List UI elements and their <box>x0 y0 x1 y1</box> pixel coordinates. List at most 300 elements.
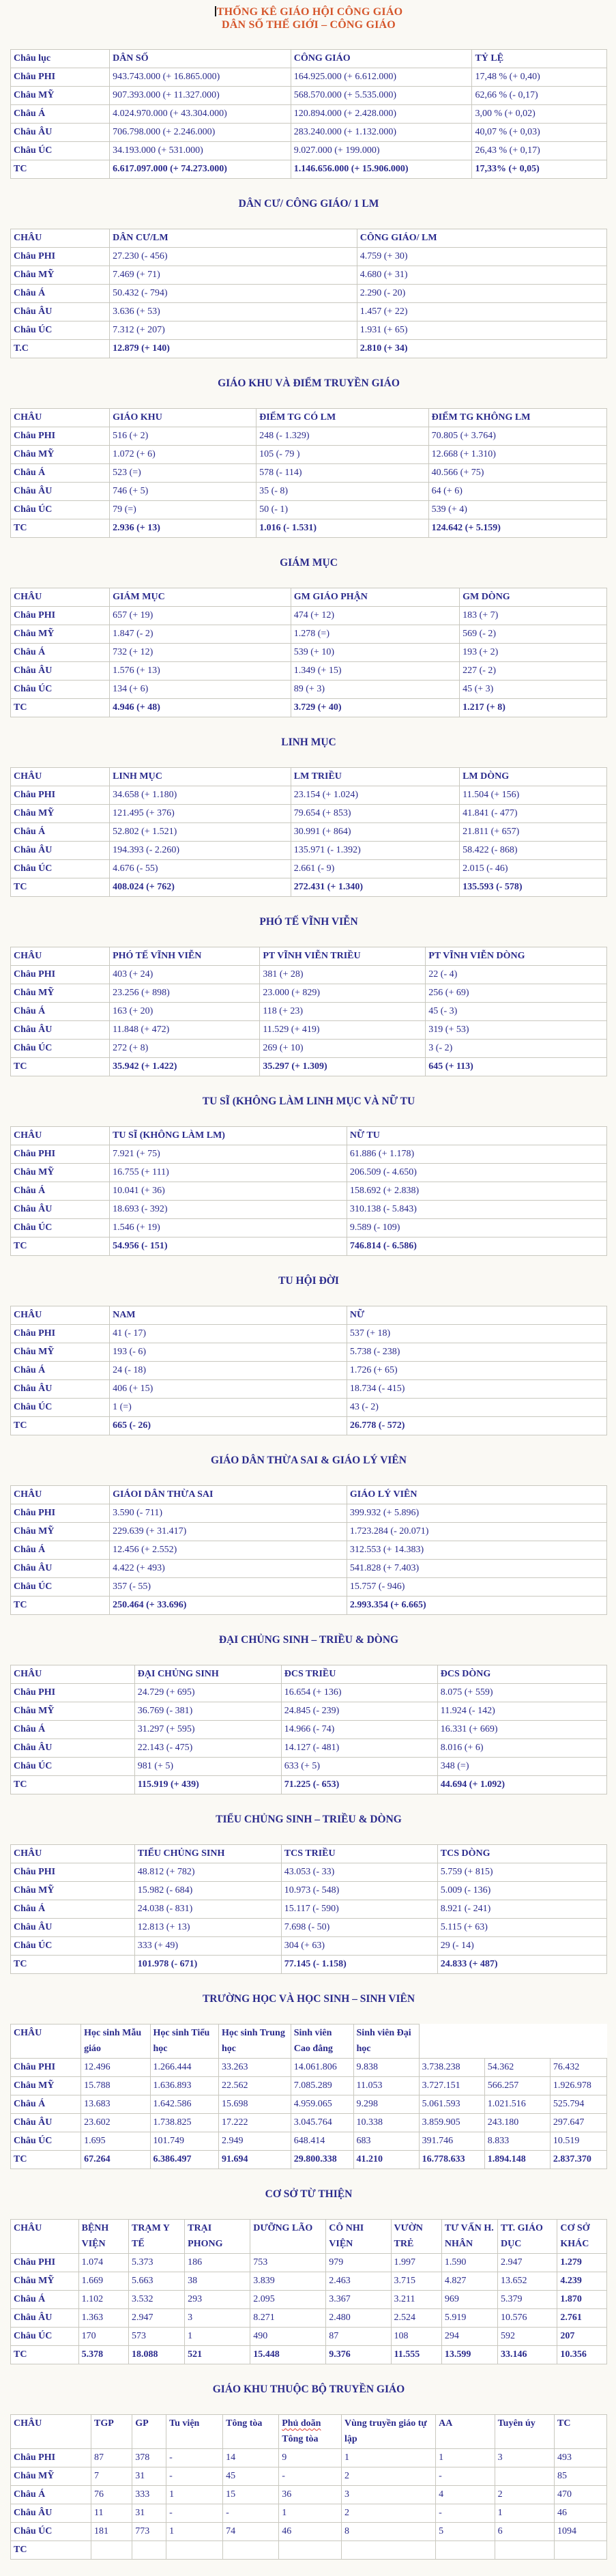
data-cell: 36 <box>279 2486 342 2504</box>
data-cell: 1 <box>342 2449 436 2467</box>
table-row <box>11 607 607 625</box>
table-row <box>11 1702 607 1721</box>
table-row <box>11 1325 607 1343</box>
row-label: Châu ÂU <box>11 124 110 142</box>
data-cell: 1 <box>436 2449 495 2467</box>
data-cell: 34.658 (+ 1.180) <box>110 786 291 805</box>
table-row <box>11 842 607 860</box>
table-row <box>11 2486 607 2504</box>
data-cell: 2.947 <box>497 2254 557 2272</box>
row-label: Châu ÂU <box>11 1560 110 1578</box>
table-row <box>11 1145 607 1164</box>
table-row <box>11 1237 607 1256</box>
row-label: Châu Á <box>11 1541 110 1560</box>
data-cell: 403 (+ 24) <box>110 966 260 984</box>
row-label: Châu ÂU <box>11 2309 79 2328</box>
table-row <box>11 464 607 483</box>
table-row <box>11 1597 607 1615</box>
data-cell: 1.738.825 <box>150 2114 219 2132</box>
data-cell: 135.971 (- 1.392) <box>291 842 459 860</box>
data-cell: - <box>436 2504 495 2523</box>
table-row <box>11 662 607 681</box>
table-row <box>11 1504 607 1523</box>
page-title-line1-text: THỐNG KÊ GIÁO HỘI CÔNG GIÁO <box>216 6 403 18</box>
data-cell: 2 <box>495 2486 554 2504</box>
data-cell: 45 (+ 3) <box>460 681 607 699</box>
row-label: Châu PHI <box>11 1504 110 1523</box>
data-cell: 10.519 <box>550 2132 606 2151</box>
column-header: TIỂU CHỦNG SINH <box>134 1845 281 1863</box>
data-cell: 89 (+ 3) <box>291 681 459 699</box>
table-row <box>11 823 607 842</box>
data-cell: 1.870 <box>557 2291 607 2309</box>
data-cell: 592 <box>497 2328 557 2346</box>
data-cell: 243.180 <box>484 2114 550 2132</box>
data-cell: 24.833 (+ 487) <box>437 1956 606 1974</box>
column-header: TỶ LỆ <box>472 50 607 68</box>
data-cell: 2.947 <box>129 2309 185 2328</box>
table-giao-khu-thuoc-bo-truyen-giao <box>10 2414 607 2560</box>
table-row <box>11 142 607 160</box>
row-label: Châu ÂU <box>11 303 110 321</box>
column-header: TU SĨ (KHÔNG LÀM LM) <box>110 1127 347 1145</box>
table-row <box>11 266 607 285</box>
data-cell: 11 <box>91 2504 132 2523</box>
table-row <box>11 1164 607 1182</box>
data-cell: 105 (- 79 ) <box>256 446 429 464</box>
column-header: PT VĨNH VIỄN DÒNG <box>426 947 607 966</box>
data-cell: 1.695 <box>81 2132 150 2151</box>
column-header: TCS DÒNG <box>437 1845 606 1863</box>
data-cell: 21.811 (+ 657) <box>460 823 607 842</box>
data-cell: 516 (+ 2) <box>110 427 256 446</box>
table-row <box>11 1417 607 1435</box>
header-row <box>11 1845 607 1863</box>
table-giam-muc <box>10 588 607 717</box>
header-row <box>11 2415 607 2449</box>
row-label: Châu ÚC <box>11 2523 91 2541</box>
row-label: Châu ÂU <box>11 483 110 501</box>
column-header: CHÂU <box>11 2220 79 2254</box>
data-cell: 124.642 (+ 5.159) <box>428 519 606 538</box>
data-cell: 568.570.000 (+ 5.535.000) <box>291 87 472 105</box>
row-label: Châu PHI <box>11 1684 135 1702</box>
column-header: GIÁM MỤC <box>110 588 291 607</box>
row-label: TC <box>11 1776 135 1794</box>
data-cell <box>279 2541 342 2560</box>
data-cell: 1.546 (+ 19) <box>110 1219 347 1237</box>
data-cell: 1.102 <box>78 2291 128 2309</box>
data-cell: 9.376 <box>326 2346 391 2364</box>
column-header: CHÂU <box>11 1845 135 1863</box>
data-cell: 36.769 (- 381) <box>134 1702 281 1721</box>
data-cell: 17.222 <box>219 2114 291 2132</box>
data-cell: 24 (- 18) <box>110 1362 347 1380</box>
data-cell: 1 <box>495 2504 554 2523</box>
data-cell: 573 <box>129 2328 185 2346</box>
column-header: Phủ doãn Tông tòa <box>279 2415 342 2449</box>
data-cell: 1.349 (+ 15) <box>291 662 459 681</box>
data-cell: 5.759 (+ 815) <box>437 1863 606 1882</box>
data-cell: 48.812 (+ 782) <box>134 1863 281 1882</box>
row-label: Châu Á <box>11 1900 135 1919</box>
data-cell: 269 (+ 10) <box>260 1040 426 1058</box>
row-label: Châu PHI <box>11 427 110 446</box>
data-cell: 183 (+ 7) <box>460 607 607 625</box>
data-cell: 943.743.000 (+ 16.865.000) <box>110 68 291 87</box>
data-cell: 12.668 (+ 1.310) <box>428 446 606 464</box>
data-cell: 61.886 (+ 1.178) <box>347 1145 606 1164</box>
data-cell: 46 <box>279 2523 342 2541</box>
data-cell: 493 <box>555 2449 607 2467</box>
data-cell: 3.859.905 <box>419 2114 484 2132</box>
data-cell: 35.297 (+ 1.309) <box>260 1058 426 1076</box>
table-row <box>11 1219 607 1237</box>
data-cell: - <box>279 2467 342 2486</box>
data-cell: 40.566 (+ 75) <box>428 464 606 483</box>
header-row <box>11 588 607 607</box>
data-cell: 29.800.338 <box>291 2151 353 2169</box>
data-cell: 1094 <box>555 2523 607 2541</box>
column-header: TT. GIÁO DỤC <box>497 2220 557 2254</box>
data-cell: 54.956 (- 151) <box>110 1237 347 1256</box>
table-row <box>11 124 607 142</box>
data-cell: 87 <box>326 2328 391 2346</box>
data-cell: 15.448 <box>250 2346 326 2364</box>
data-cell: 3,00 % (+ 0,02) <box>472 105 607 124</box>
row-label: Châu MỸ <box>11 1164 110 1182</box>
data-cell: 408.024 (+ 762) <box>110 878 291 897</box>
column-header: CHÂU <box>11 947 110 966</box>
table-row <box>11 68 607 87</box>
data-cell <box>91 2541 132 2560</box>
data-cell: 14.127 (- 481) <box>281 1739 437 1758</box>
data-cell: 5.009 (- 136) <box>437 1882 606 1900</box>
row-label: Châu Á <box>11 285 110 303</box>
data-cell: 118 (+ 23) <box>260 1003 426 1021</box>
data-cell: 9.027.000 (+ 199.000) <box>291 142 472 160</box>
data-cell: 5.379 <box>497 2291 557 2309</box>
data-cell: 15 <box>223 2486 279 2504</box>
row-label: TC <box>11 160 110 179</box>
data-cell: 1.363 <box>78 2309 128 2328</box>
data-cell: 294 <box>441 2328 497 2346</box>
column-header: Tu viện <box>166 2415 223 2449</box>
data-cell: 1.590 <box>441 2254 497 2272</box>
data-cell: 44.694 (+ 1.092) <box>437 1776 606 1794</box>
section-heading-dan-cu-cong-giao-1-lm: DÂN CƯ/ CÔNG GIÁO/ 1 LM <box>238 198 379 210</box>
data-cell: 310.138 (- 5.843) <box>347 1201 606 1219</box>
table-tu-hoi-doi <box>10 1306 607 1435</box>
data-cell: 12.456 (+ 2.552) <box>110 1541 347 1560</box>
table-row <box>11 1863 607 1882</box>
data-cell: 539 (+ 10) <box>291 644 459 662</box>
column-header: Học sinh Tiểu học <box>150 2024 219 2059</box>
data-cell: 10.973 (- 548) <box>281 1882 437 1900</box>
data-cell: 657 (+ 19) <box>110 607 291 625</box>
data-cell: 77.145 (- 1.158) <box>281 1956 437 1974</box>
row-label: Châu ÚC <box>11 1399 110 1417</box>
data-cell: 4.239 <box>557 2272 607 2291</box>
row-label: Châu ÚC <box>11 142 110 160</box>
data-cell: 10.576 <box>497 2309 557 2328</box>
data-cell: 1 (=) <box>110 1399 347 1417</box>
row-label: TC <box>11 878 110 897</box>
table-row <box>11 340 607 358</box>
table-row <box>11 1578 607 1597</box>
column-header: CHÂU <box>11 2024 81 2059</box>
row-label: Châu Á <box>11 644 110 662</box>
table-row <box>11 2449 607 2467</box>
column-header: ĐIỂM TG KHÔNG LM <box>428 409 606 427</box>
data-cell <box>342 2541 436 2560</box>
column-header: TGP <box>91 2415 132 2449</box>
data-cell: 54.362 <box>484 2059 550 2077</box>
column-header: GM DÒNG <box>460 588 607 607</box>
header-row <box>11 229 607 248</box>
data-cell: 406 (+ 15) <box>110 1380 347 1399</box>
data-cell: 10.356 <box>557 2346 607 2364</box>
data-cell: 207 <box>557 2328 607 2346</box>
row-label: TC <box>11 2541 91 2560</box>
data-cell: 11.924 (- 142) <box>437 1702 606 1721</box>
data-cell: 541.828 (+ 7.403) <box>347 1560 606 1578</box>
data-cell: 523 (=) <box>110 464 256 483</box>
table-row <box>11 1021 607 1040</box>
header-row <box>11 1306 607 1325</box>
table-row <box>11 2095 607 2114</box>
row-label: Châu ÂU <box>11 1021 110 1040</box>
data-cell: 16.778.633 <box>419 2151 484 2169</box>
data-cell: 35.942 (+ 1.422) <box>110 1058 260 1076</box>
data-cell: 746 (+ 5) <box>110 483 256 501</box>
data-cell: 357 (- 55) <box>110 1578 347 1597</box>
data-cell: 101.749 <box>150 2132 219 2151</box>
data-cell: 2.810 (+ 34) <box>357 340 606 358</box>
data-cell: 1.926.978 <box>550 2077 606 2095</box>
text-cursor <box>215 6 216 16</box>
row-label: Châu MỸ <box>11 266 110 285</box>
data-cell: 24.729 (+ 695) <box>134 1684 281 1702</box>
data-cell: 8.075 (+ 559) <box>437 1684 606 1702</box>
data-cell: 4.946 (+ 48) <box>110 699 291 717</box>
table-row <box>11 501 607 519</box>
data-cell: 333 <box>132 2486 166 2504</box>
data-cell: 3.636 (+ 53) <box>110 303 357 321</box>
header-ghost-cell <box>484 2024 550 2059</box>
column-header: LINH MỤC <box>110 768 291 786</box>
data-cell: 16.755 (+ 111) <box>110 1164 347 1182</box>
data-cell: 33.146 <box>497 2346 557 2364</box>
column-header: ĐCS DÒNG <box>437 1665 606 1684</box>
data-cell: 11.555 <box>391 2346 441 2364</box>
table-row <box>11 285 607 303</box>
table-row <box>11 321 607 340</box>
header-row <box>11 2220 607 2254</box>
table-row <box>11 2272 607 2291</box>
data-cell: 2.761 <box>557 2309 607 2328</box>
row-label: TC <box>11 1237 110 1256</box>
row-label: Châu ÂU <box>11 662 110 681</box>
data-cell: 2 <box>342 2467 436 2486</box>
row-label: Châu ÂU <box>11 2504 91 2523</box>
table-row <box>11 966 607 984</box>
data-cell: 5.378 <box>78 2346 128 2364</box>
data-cell: 470 <box>555 2486 607 2504</box>
data-cell: 74 <box>223 2523 279 2541</box>
data-cell: 1.997 <box>391 2254 441 2272</box>
table-dai-chung-sinh <box>10 1665 607 1794</box>
table-pho-te-vinh-vien <box>10 947 607 1076</box>
row-label: Châu PHI <box>11 2254 79 2272</box>
data-cell: 1 <box>166 2486 223 2504</box>
data-cell: - <box>436 2467 495 2486</box>
data-cell <box>495 2541 554 2560</box>
header-ghost-cell <box>550 2024 606 2059</box>
column-header: CHÂU <box>11 768 110 786</box>
data-cell: 3.590 (- 711) <box>110 1504 347 1523</box>
row-label: Châu MỸ <box>11 446 110 464</box>
data-cell: 186 <box>185 2254 250 2272</box>
data-cell: 29 (- 14) <box>437 1937 606 1956</box>
data-cell: 70.805 (+ 3.764) <box>428 427 606 446</box>
column-header: PHÓ TẾ VĨNH VIỄN <box>110 947 260 966</box>
column-header: ĐCS TRIỀU <box>281 1665 437 1684</box>
column-header: NỮ TU <box>347 1127 606 1145</box>
table-row <box>11 1523 607 1541</box>
column-header: ĐẠI CHỦNG SINH <box>134 1665 281 1684</box>
column-header: Châu lục <box>11 50 110 68</box>
data-cell: 115.919 (+ 439) <box>134 1776 281 1794</box>
data-cell: 333 (+ 49) <box>134 1937 281 1956</box>
table-row <box>11 446 607 464</box>
row-label: Châu MỸ <box>11 2467 91 2486</box>
data-cell: 50 (- 1) <box>256 501 429 519</box>
table-row <box>11 681 607 699</box>
row-label: TC <box>11 1058 110 1076</box>
data-cell: 9 <box>279 2449 342 2467</box>
row-label: TC <box>11 1597 110 1615</box>
column-header: Vùng truyền giáo tự lập <box>342 2415 436 2449</box>
column-header: AA <box>436 2415 495 2449</box>
data-cell: - <box>223 2504 279 2523</box>
data-cell: 256 (+ 69) <box>426 984 607 1003</box>
data-cell: 4.959.065 <box>291 2095 353 2114</box>
header-row <box>11 1486 607 1504</box>
data-cell: 2.015 (- 46) <box>460 860 607 878</box>
data-cell: 194.393 (- 2.260) <box>110 842 291 860</box>
data-cell: 5.061.593 <box>419 2095 484 2114</box>
section-heading-giao-dan-thua-sai-giao-ly-vien: GIÁO DÂN THỪA SAI & GIÁO LÝ VIÊN <box>211 1455 407 1466</box>
data-cell: 8.833 <box>484 2132 550 2151</box>
column-header: CƠ SỞ KHÁC <box>557 2220 607 2254</box>
data-cell: 58.422 (- 868) <box>460 842 607 860</box>
data-cell: 4.422 (+ 493) <box>110 1560 347 1578</box>
data-cell: 13.683 <box>81 2095 150 2114</box>
row-label: Châu Á <box>11 2291 79 2309</box>
data-cell: 2.095 <box>250 2291 326 2309</box>
data-cell: 6.617.097.000 (+ 74.273.000) <box>110 160 291 179</box>
data-cell: 9.589 (- 109) <box>347 1219 606 1237</box>
data-cell: 31.297 (+ 595) <box>134 1721 281 1739</box>
data-cell: 378 <box>132 2449 166 2467</box>
data-cell: 31 <box>132 2504 166 2523</box>
table-row <box>11 160 607 179</box>
data-cell: 18.734 (- 415) <box>347 1380 606 1399</box>
data-cell: 26,43 % (+ 0,17) <box>472 142 607 160</box>
data-cell: 525.794 <box>550 2095 606 2114</box>
column-header: ĐIỂM TG CÓ LM <box>256 409 429 427</box>
data-cell: 181 <box>91 2523 132 2541</box>
column-header: PT VĨNH VIỄN TRIỀU <box>260 947 426 966</box>
data-cell: 3.729 (+ 40) <box>291 699 459 717</box>
data-cell: 5.663 <box>129 2272 185 2291</box>
table-row <box>11 2309 607 2328</box>
data-cell: 4 <box>436 2486 495 2504</box>
column-header: CÔNG GIÁO/ LM <box>357 229 606 248</box>
data-cell: 101.978 (- 671) <box>134 1956 281 1974</box>
column-header: Tuyên úy <box>495 2415 554 2449</box>
row-label: TC <box>11 519 110 538</box>
data-cell: 7.698 (- 50) <box>281 1919 437 1937</box>
row-label: Châu Á <box>11 1362 110 1380</box>
data-cell: 1 <box>185 2328 250 2346</box>
table-row <box>11 519 607 538</box>
data-cell: 227 (- 2) <box>460 662 607 681</box>
data-cell: 7.921 (+ 75) <box>110 1145 347 1164</box>
data-cell: 474 (+ 12) <box>291 607 459 625</box>
data-cell: 76.432 <box>550 2059 606 2077</box>
table-row <box>11 644 607 662</box>
column-header: CHÂU <box>11 2415 91 2449</box>
column-header: TƯ VẤN H. NHÂN <box>441 2220 497 2254</box>
table-row <box>11 303 607 321</box>
data-cell: 3.045.764 <box>291 2114 353 2132</box>
data-cell: 38 <box>185 2272 250 2291</box>
data-cell: 16.654 (+ 136) <box>281 1684 437 1702</box>
data-cell: 41 (- 17) <box>110 1325 347 1343</box>
data-cell: 23.256 (+ 898) <box>110 984 260 1003</box>
data-cell: 33.263 <box>219 2059 291 2077</box>
data-cell: 3.715 <box>391 2272 441 2291</box>
data-cell: 399.932 (+ 5.896) <box>347 1504 606 1523</box>
data-cell: 10.338 <box>353 2114 419 2132</box>
data-cell: 248 (- 1.329) <box>256 427 429 446</box>
row-label: Châu ÚC <box>11 321 110 340</box>
data-cell: 2.837.370 <box>550 2151 606 2169</box>
table-row <box>11 1882 607 1900</box>
row-label: Châu PHI <box>11 68 110 87</box>
row-label: Châu ÂU <box>11 1201 110 1219</box>
data-cell: 52.802 (+ 1.521) <box>110 823 291 842</box>
data-cell: 1.723.284 (- 20.071) <box>347 1523 606 1541</box>
data-cell: 2.524 <box>391 2309 441 2328</box>
data-cell: 1.636.893 <box>150 2077 219 2095</box>
row-label: Châu ÂU <box>11 1380 110 1399</box>
data-cell: 79 (=) <box>110 501 256 519</box>
header-row <box>11 1665 607 1684</box>
table-tieu-chung-sinh <box>10 1844 607 1974</box>
table-dan-so-the-gioi <box>10 49 607 179</box>
row-label: Châu ÚC <box>11 1578 110 1597</box>
row-label: Châu ÚC <box>11 1040 110 1058</box>
data-cell: 8.016 (+ 6) <box>437 1739 606 1758</box>
data-cell <box>436 2541 495 2560</box>
column-header: DƯỠNG LÃO <box>250 2220 326 2254</box>
table-row <box>11 1937 607 1956</box>
data-cell: 15.698 <box>219 2095 291 2114</box>
table-row <box>11 1560 607 1578</box>
